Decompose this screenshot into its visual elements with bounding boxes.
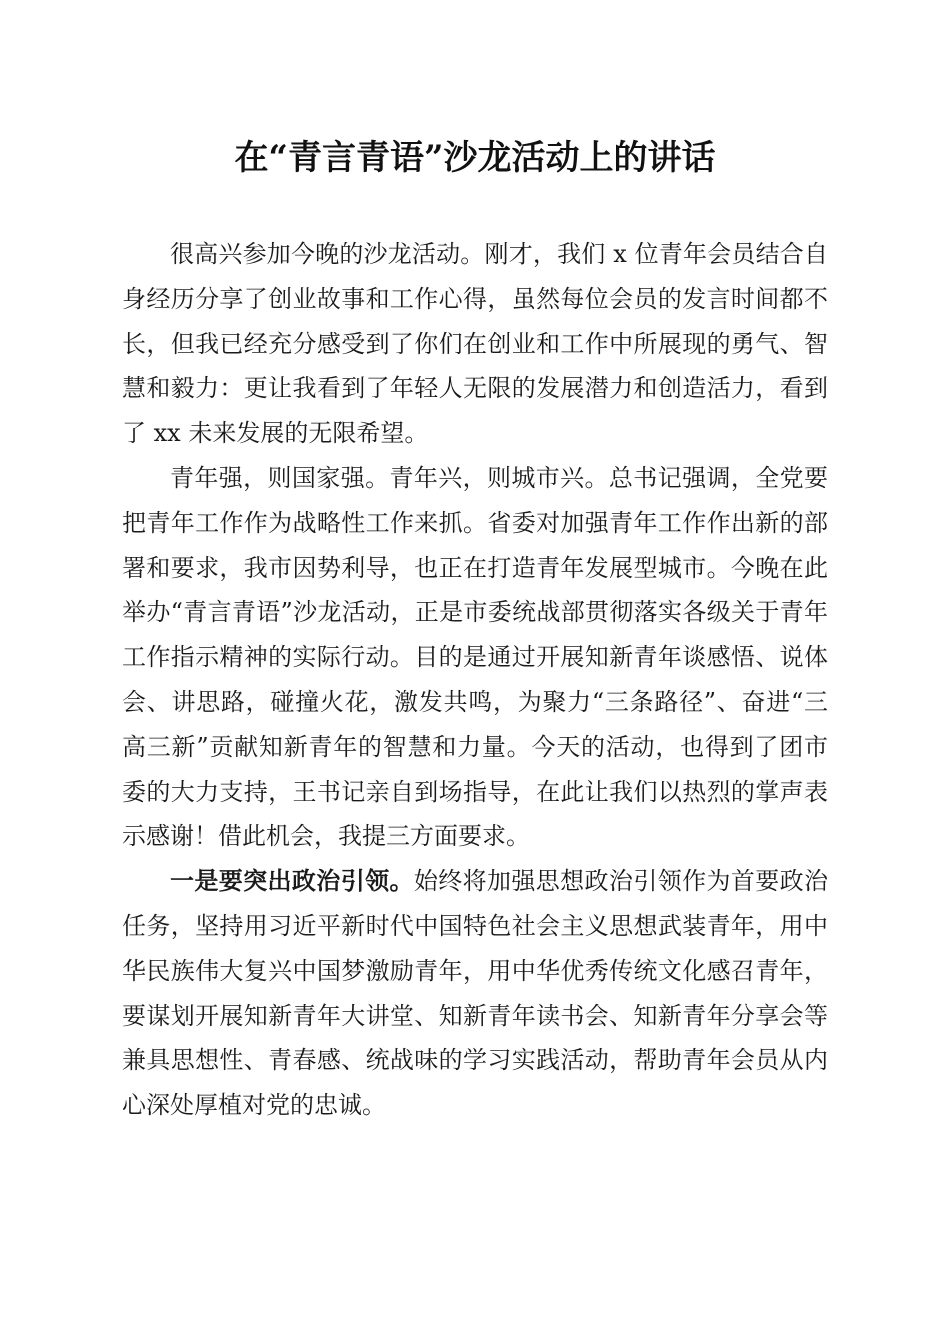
document-title: 在“青言青语”沙龙活动上的讲话	[234, 138, 716, 178]
paragraph-2	[122, 456, 828, 859]
paragraph-3-text: 始终将加强思想政治引领作为首要政治任务，坚持用习近平新时代中国特色社会主义思想武装青年，用中华民族伟大复兴中国梦激励青年，用中华优秀传统文化感召青年，要谋划开展知新青年大讲堂、知新青年读书会、知新青年分享会等兼具思想性、青春感、统战味的学习实践活动，帮助青年会员从内心深处厚植对党的忠诚。	[122, 867, 829, 1120]
paragraph-3-lead: 一是要突出政治引领。	[170, 866, 414, 896]
paragraph-1	[122, 232, 828, 456]
paragraph-3	[122, 859, 828, 1128]
paragraph-2-text: 青年强，则国家强。青年兴，则城市兴。总书记强调，全党要把青年工作作为战略性工作来抓。省委对加强青年工作作出新的部署和要求，我市因势利导，也正在打造青年发展型城市。今晚在此举办“青言青语”沙龙活动，正是市委统战部贯彻落实各级关于青年工作指示精神的实际行动。目的是通过开展知新青年谈感悟、说体会、讲思路，碰撞火花，激发共鸣，为聚力“三条路径”、奋进“三高三新”贡献知新青年的智慧和力量。今天的活动，也得到了团市委的大力支持，王书记亲自到场指导，在此让我们以热烈的掌声表示感谢！借此机会，我提三方面要求。	[122, 463, 828, 851]
document-body	[122, 232, 828, 1128]
paragraph-1-text: 很高兴参加今晚的沙龙活动。刚才，我们 x 位青年会员结合自身经历分享了创业故事和工作心得，虽然每位会员的发言时间都不长，但我已经充分感受到了你们在创业和工作中所展现的勇气、智慧和毅力：更让我看到了年轻人无限的发展潜力和创造活力，看到了 xx 未来发展的无限希望。	[122, 240, 828, 448]
